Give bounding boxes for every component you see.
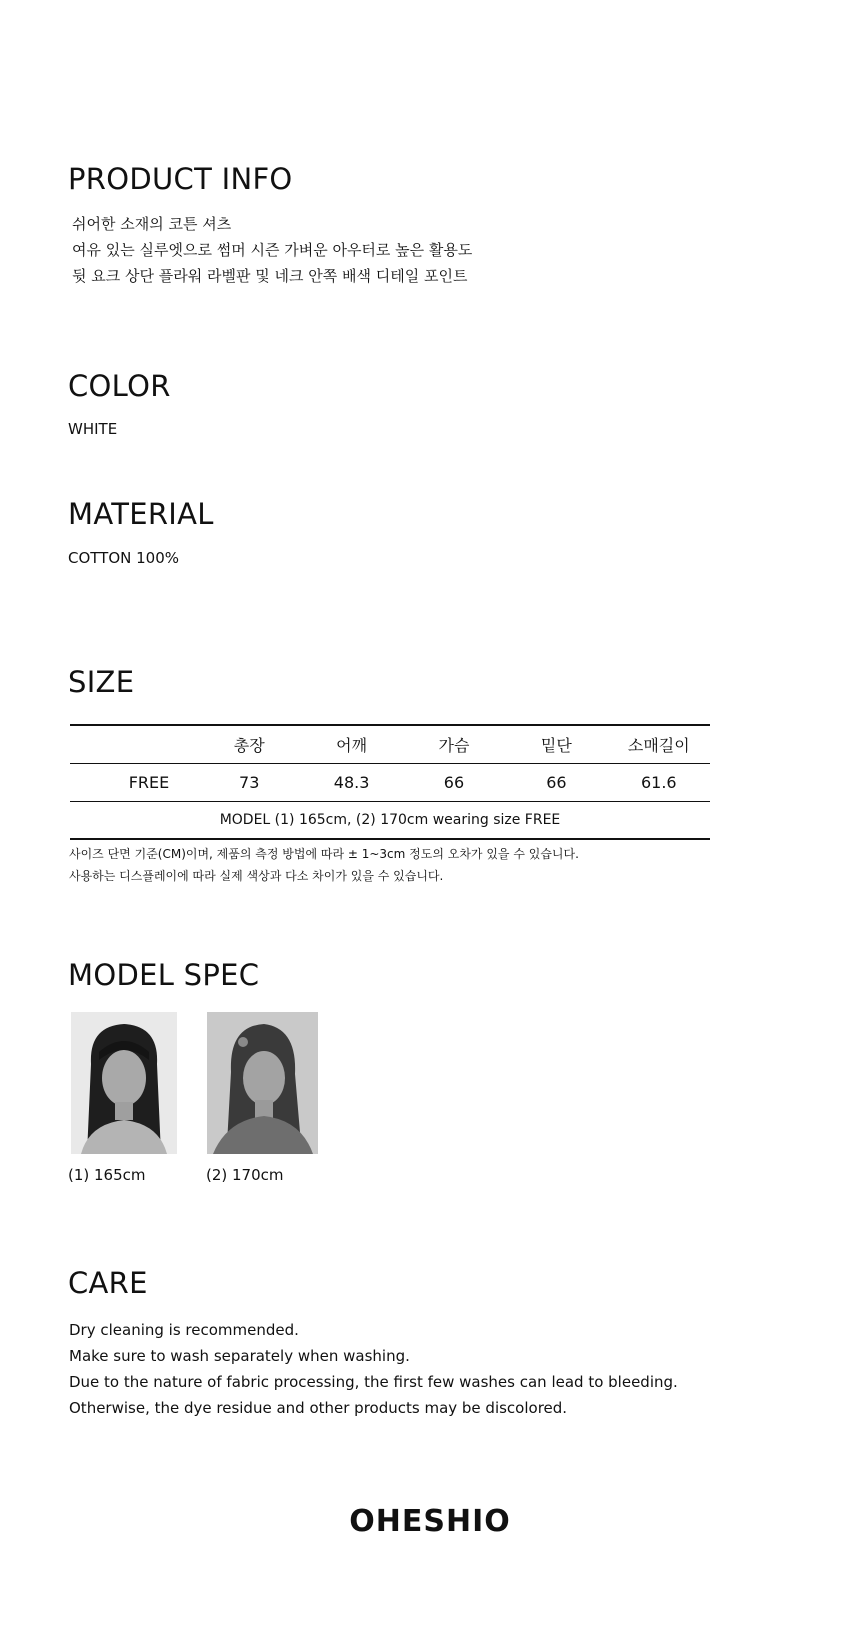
color-heading: COLOR (68, 369, 171, 403)
table-row (70, 764, 710, 802)
care-heading: CARE (68, 1266, 148, 1300)
model-2-photo (207, 1012, 318, 1154)
size-table-header-row (70, 725, 710, 764)
material-heading: MATERIAL (68, 497, 214, 531)
size-cell: FREE (70, 764, 198, 802)
size-cell: 66 (403, 764, 505, 802)
size-col-header: 어깨 (300, 725, 402, 764)
size-col-header: 총장 (198, 725, 300, 764)
size-note-line: 사이즈 단면 기준(CM)이며, 제품의 측정 방법에 따라 ± 1~3cm 정도의 오차가 있을 수 있습니다. (69, 847, 579, 861)
size-note-line: 사용하는 디스플레이에 따라 실제 색상과 다소 차이가 있을 수 있습니다. (69, 869, 444, 883)
size-cell: 61.6 (608, 764, 710, 802)
material-value: COTTON 100% (68, 549, 180, 567)
care-line: Make sure to wash separately when washing. (69, 1347, 410, 1365)
product-info-heading: PRODUCT INFO (68, 162, 293, 196)
size-heading: SIZE (68, 665, 135, 699)
size-col-header: 밑단 (505, 725, 607, 764)
care-line: Dry cleaning is recommended. (69, 1321, 299, 1339)
size-cell: 73 (198, 764, 300, 802)
product-info-line: 쉬어한 소재의 코튼 셔츠 (72, 215, 232, 233)
model-size-note-row (70, 802, 710, 840)
care-line: Due to the nature of fabric processing, the first few washes can lead to bleeding. (69, 1373, 678, 1391)
model-spec-heading: MODEL SPEC (68, 958, 260, 992)
model-1-photo (71, 1012, 177, 1154)
model-1-caption: (1) 165cm (68, 1166, 146, 1184)
brand-logo: OHESHIO (349, 1504, 511, 1539)
size-table (70, 724, 710, 840)
product-info-line: 뒷 요크 상단 플라워 라벨판 및 네크 안쪽 배색 디테일 포인트 (72, 267, 468, 285)
size-cell: 48.3 (300, 764, 402, 802)
model-size-note: MODEL (1) 165cm, (2) 170cm wearing size FREE (70, 802, 710, 840)
care-line: Otherwise, the dye residue and other products may be discolored. (69, 1399, 568, 1417)
color-value: WHITE (68, 420, 118, 438)
product-info-description (72, 211, 472, 289)
size-col-header: 가슴 (403, 725, 505, 764)
size-col-header: 소매길이 (608, 725, 710, 764)
care-instructions (69, 1317, 678, 1421)
size-col-header (70, 725, 198, 764)
product-info-line: 여유 있는 실루엣으로 썸머 시즌 가벼운 아우터로 높은 활용도 (72, 241, 473, 259)
size-cell: 66 (505, 764, 607, 802)
model-2-caption: (2) 170cm (206, 1166, 284, 1184)
